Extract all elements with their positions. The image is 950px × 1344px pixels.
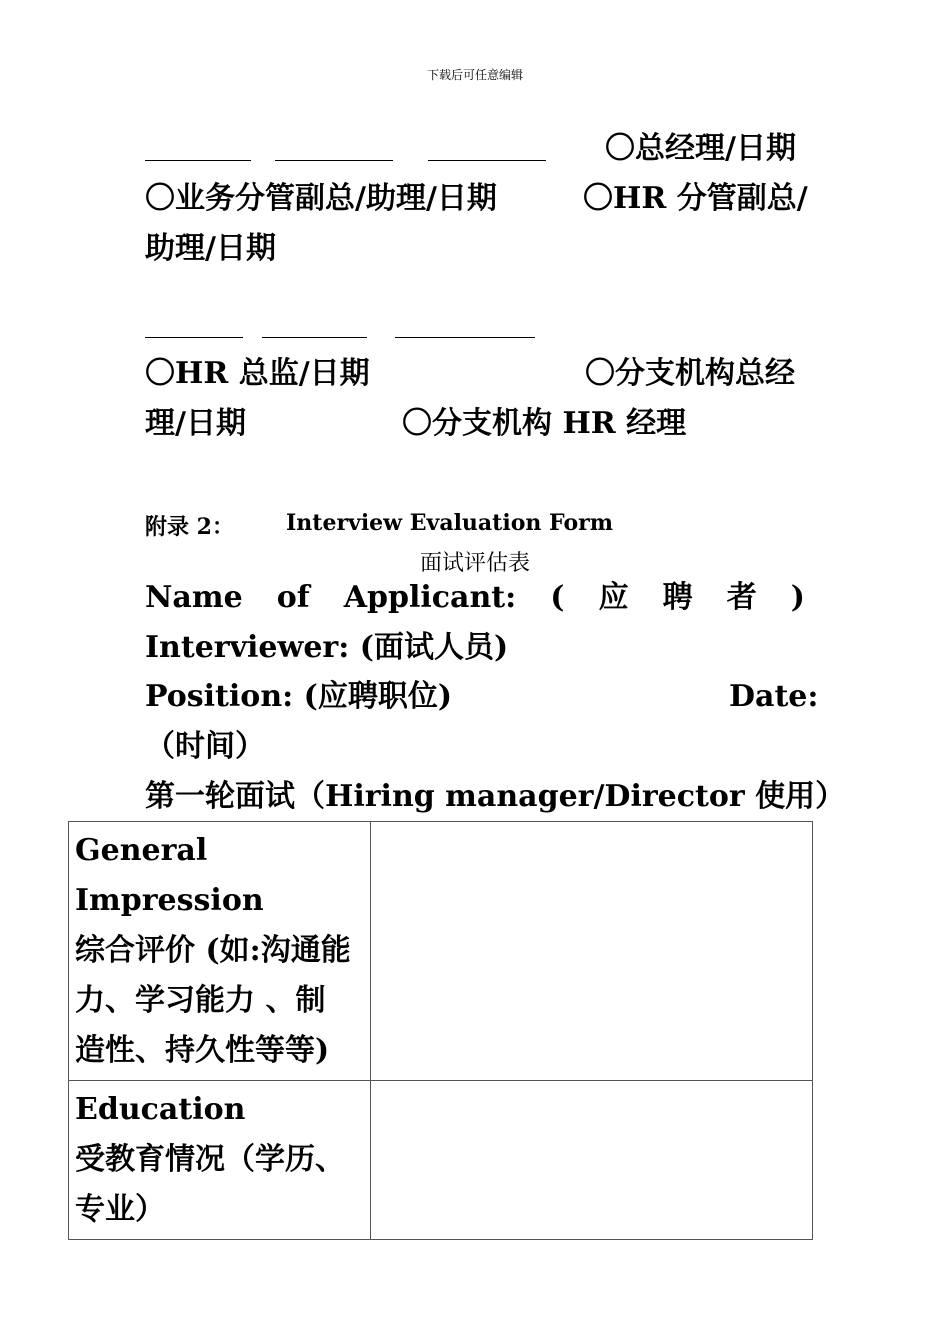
applicant-word: 应 [598, 580, 629, 615]
sig-branch-hr: 〇分支机构 HR 经理 [402, 406, 687, 441]
applicant-word: ) [790, 580, 805, 615]
position-field: Position: (应聘职位) [145, 679, 453, 714]
date-field: Date: [729, 679, 819, 714]
sig-branch-gm-line2: 理/日期 [145, 406, 246, 441]
evaluation-table [68, 821, 813, 1240]
applicant-word: Applicant: [343, 580, 517, 615]
criterion-line: 专业） [75, 1192, 165, 1227]
appendix-title-cn: 面试评估表 [419, 551, 530, 576]
applicant-word: ( [550, 580, 565, 615]
criterion-general-impression [69, 822, 371, 1081]
signature-line [275, 160, 393, 161]
applicant-field [145, 580, 805, 616]
appendix-label: 附录 2： [145, 514, 234, 540]
criterion-line: General Impression [75, 833, 264, 918]
criterion-line: 力、学习能力 、制 [75, 983, 326, 1018]
sig-general-manager: 〇总经理/日期 [605, 131, 796, 166]
table-row [69, 1081, 813, 1240]
sig-hr-vp-line2: 助理/日期 [145, 231, 276, 266]
signature-line [395, 337, 535, 338]
round1-heading: 第一轮面试（Hiring manager/Director 使用） [145, 779, 846, 814]
signature-line [262, 337, 367, 338]
criterion-line: Education [75, 1092, 246, 1127]
appendix-title-en: Interview Evaluation Form [286, 510, 613, 536]
signature-line [428, 160, 546, 161]
interviewer-field: Interviewer: (面试人员) [145, 630, 509, 665]
signature-line [145, 337, 243, 338]
sig-branch-gm-line1: 〇分支机构总经 [585, 356, 795, 391]
sig-hr-director: 〇HR 总监/日期 [145, 356, 370, 391]
sig-hr-vp-line1: 〇HR 分管副总/ [583, 181, 808, 216]
applicant-word: 者 [726, 580, 757, 615]
criterion-education [69, 1081, 371, 1240]
criterion-line: 造性、持久性等等) [75, 1033, 330, 1068]
header-note: 下载后可任意编辑 [426, 68, 523, 82]
evaluation-input-cell[interactable] [371, 1081, 813, 1240]
sig-business-vp: 〇业务分管副总/助理/日期 [145, 181, 497, 216]
signature-line [145, 160, 251, 161]
applicant-word: of [276, 580, 310, 615]
criterion-line: 受教育情况（学历、 [75, 1142, 345, 1177]
applicant-word: Name [145, 580, 243, 615]
time-field: （时间） [145, 729, 265, 764]
applicant-word: 聘 [662, 580, 693, 615]
table-row [69, 822, 813, 1081]
evaluation-input-cell[interactable] [371, 822, 813, 1081]
criterion-line: 综合评价 (如:沟通能 [75, 933, 351, 968]
